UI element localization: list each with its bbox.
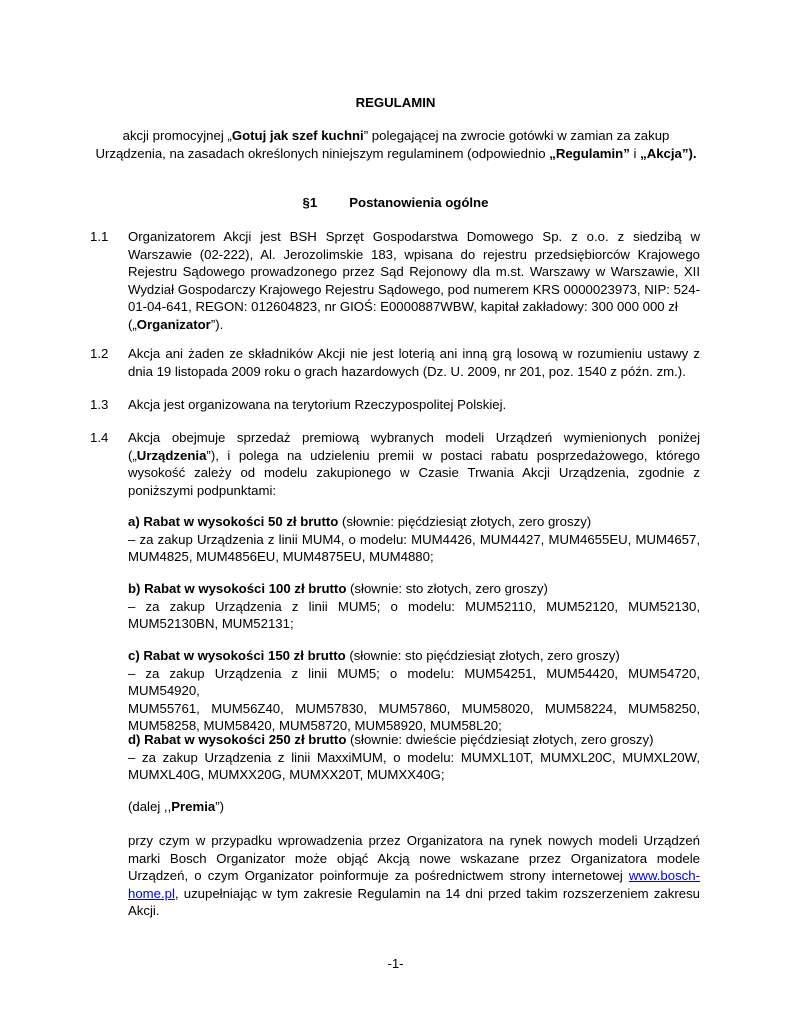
- premia-definition: (dalej ,,Premia”): [128, 799, 225, 814]
- paragraph-number: 1.3: [90, 397, 109, 412]
- intro-paragraph: akcji promocyjnej „Gotuj jak szef kuchni” polegającej na zwrocie gotówki w zamian za zakup Urządzenia, na zasadach określonych niniejszym regulaminem (odpowiednio „Regulamin” i „Akcja”).: [95, 128, 697, 161]
- paragraph-1-2: 1.2 Akcja ani żaden ze składników Akcji nie jest loterią ani inną grą losową w rozumieniu ustawy z dnia 19 listopada 2009 roku o grach hazardowych (Dz. U. 2009, nr 201, poz. 1540 z późn. zm.).: [90, 346, 700, 379]
- paragraph-number: 1.2: [90, 346, 109, 361]
- paragraph-1-1: 1.1 Organizatorem Akcji jest BSH Sprzęt Gospodarstwa Domowego Sp. z o.o. z siedzibą w Warszawie (02-222), Al. Jerozolimskie 183, wpisana do rejestru przedsiębiorców Krajowego Rejestru Sądowego prowadzonego przez Sąd Rejonowy dla m.st. Warszawy w Warszawie, XII Wydział Gospodarczy Krajowego Rejestru Sądowego, pod numerem KRS 0000023973, NIP: 524-01-04-641, REGON: 012604823, nr GIOŚ: E0000887WBW, kapitał zakładowy: 300 000 000 zł („Organizator”).: [90, 229, 700, 332]
- discount-item-d: d) Rabat w wysokości 250 zł brutto (słownie: dwieście pięćdziesiąt złotych, zero groszy) – za zakup Urządzenia z linii MaxxiMUM, o modelu: MUMXL10T, MUMXL20C, MUMXL20W, MUMXL40G, MUMXX20G, MUMXX20T, MUMXX40G;: [128, 732, 700, 783]
- paragraph-number: 1.4: [90, 430, 109, 445]
- paragraph-1-3: 1.3 Akcja jest organizowana na terytorium Rzeczypospolitej Polskiej.: [90, 397, 507, 412]
- discount-item-a: a) Rabat w wysokości 50 zł brutto (słownie: pięćdziesiąt złotych, zero groszy) – za zakup Urządzenia z linii MUM4, o modelu: MUM4426, MUM4427, MUM4655EU, MUM4657, MUM4825, MUM4856EU, MUM4875EU, MUM4880;: [128, 514, 700, 565]
- bosch-home-link[interactable]: www.bosch-home.pl: [128, 868, 700, 901]
- section-heading: [0, 194, 791, 212]
- discount-item-c: c) Rabat w wysokości 150 zł brutto (słownie: sto pięćdziesiąt złotych, zero groszy) – za zakup Urządzenia z linii MUM5; o modelu: MUM54251, MUM54420, MUM54720, MUM54920, MUM55761, MUM56Z40, MUM57830, MUM57860, MUM58020, MUM58224, MUM58250, MUM58258, MUM58420, MUM58720, MUM58920, MUM58L20;: [128, 648, 700, 734]
- page-number: -1-: [387, 956, 404, 971]
- final-paragraph: przy czym w przypadku wprowadzenia przez Organizatora na rynek nowych modeli Urządzeń marki Bosch Organizator może objąć Akcją nowe wskazane przez Organizatora modele Urządzeń, o czym Organizator poinformuje za pośrednictwem strony internetowej www.bosch-home.pl, uzupełniając w tym zakresie Regulamin na 14 dni przed takim rozszerzeniem zakresu Akcji.: [128, 833, 700, 919]
- discount-item-b: b) Rabat w wysokości 100 zł brutto (słownie: sto złotych, zero groszy) – za zakup Urządzenia z linii MUM5; o modelu: MUM52110, MUM52120, MUM52130, MUM52130BN, MUM52131;: [128, 581, 700, 632]
- paragraph-number: 1.1: [90, 229, 109, 244]
- paragraph-1-4: 1.4 Akcja obejmuje sprzedaż premiową wybranych modeli Urządzeń wymienionych poniżej („Urządzenia”), i polega na udzieleniu premii w postaci rabatu posprzedażowego, którego wysokość zależy od modelu zakupionego w Czasie Trwania Akcji Urządzenia, zgodnie z poniższymi podpunktami:: [90, 430, 700, 498]
- section-number: §1: [302, 195, 318, 210]
- document-title: REGULAMIN: [355, 95, 436, 110]
- section-title: Postanowienia ogólne: [349, 195, 489, 210]
